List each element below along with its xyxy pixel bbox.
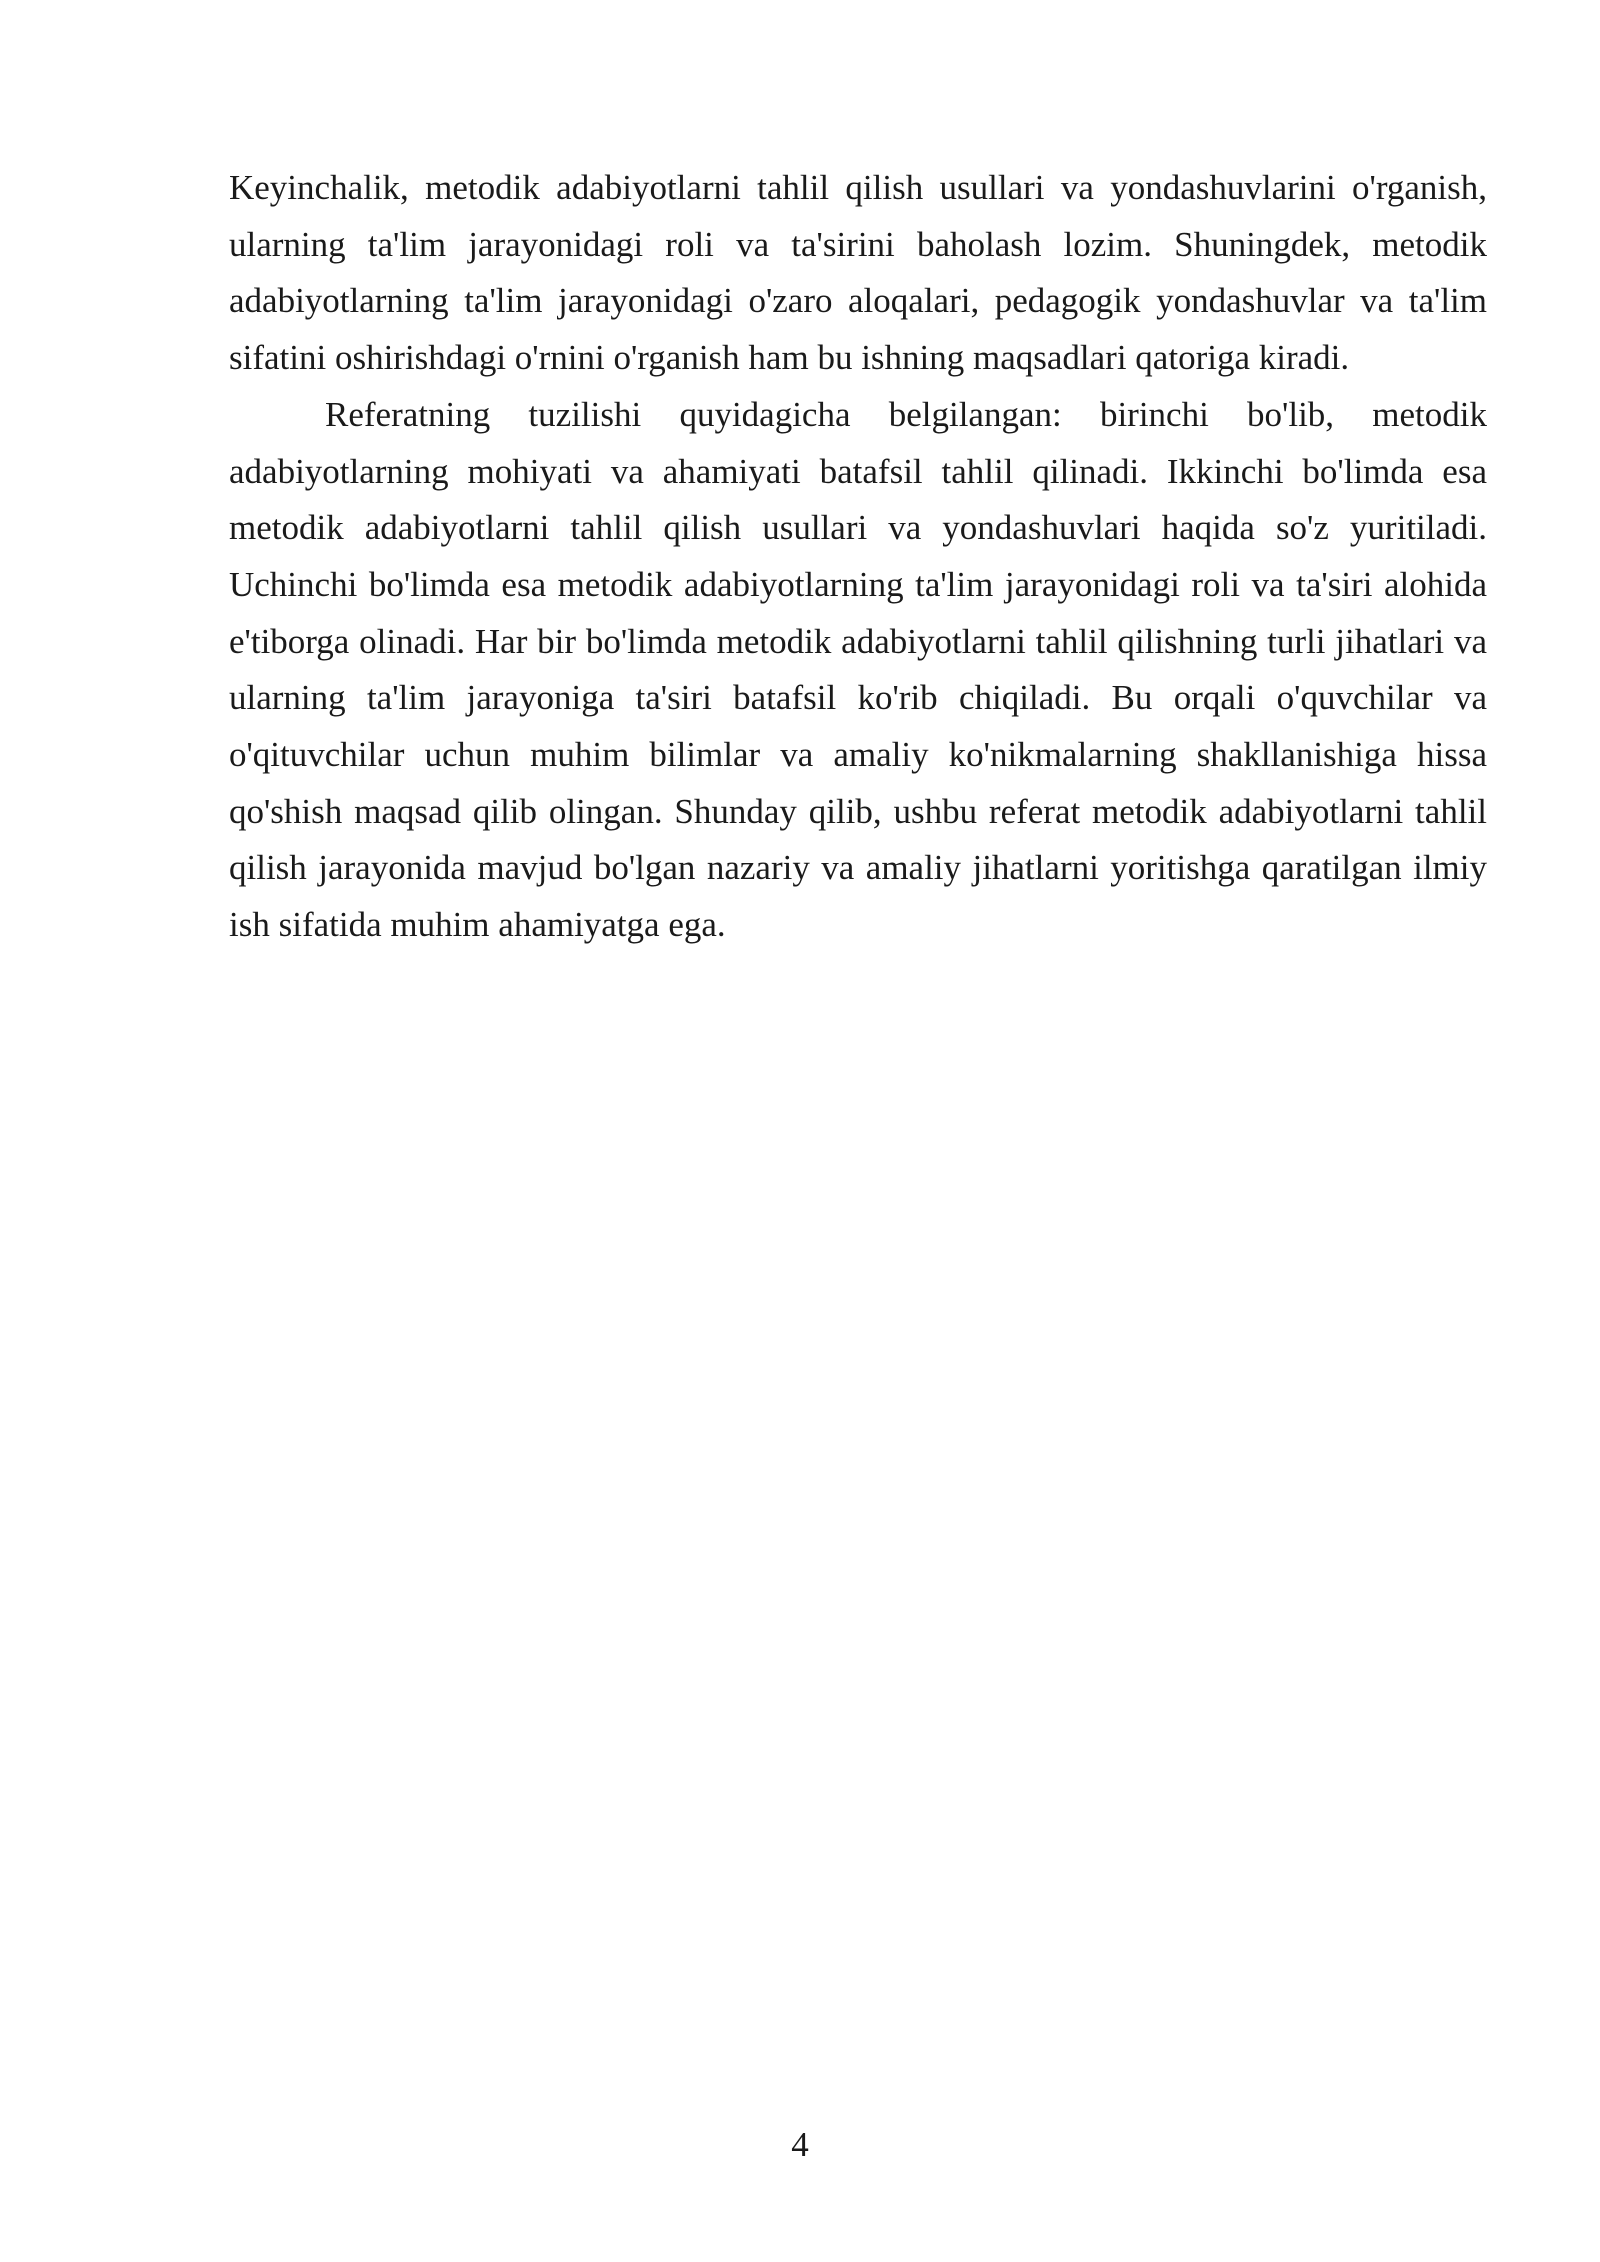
paragraph-continuation: Keyinchalik, metodik adabiyotlarni tahlil qilish usullari va yondashuvlarini o'rganish, ularning ta'lim jarayonidagi roli va ta'sirini baholash lozim. Shuningdek, metodik adabiyotlarning ta'lim jarayonidagi o'zaro aloqalari, pedagogik yondashuvlar va ta'lim sifatini oshirishdagi o'rnini o'rganish ham bu ishning maqsadlari qatoriga kiradi. <box>229 168 1487 378</box>
paragraph-structure: Referatning tuzilishi quyidagicha belgilangan: birinchi bo'lib, metodik adabiyotlarning mohiyati va ahamiyati batafsil tahlil qilinadi. Ikkinchi bo'limda esa metodik adabiyotlarni tahlil qilish usullari va yondashuvlari haqida so'z yuritiladi. Uchinchi bo'limda esa metodik adabiyotlarning ta'lim jarayonidagi roli va ta'siri alohida e'tiborga olinadi. Har bir bo'limda metodik adabiyotlarni tahlil qilishning turli jihatlari va ularning ta'lim jarayoniga ta'siri batafsil ko'rib chiqiladi. Bu orqali o'quvchilar va o'qituvchilar uchun muhim bilimlar va amaliy ko'nikmalarning shakllanishiga hissa qo'shish maqsad qilib olingan. Shunday qilib, ushbu referat metodik adabiyotlarni tahlil qilish jarayonida mavjud bo'lgan nazariy va amaliy jihatlarni yoritishga qaratilgan ilmiy ish sifatida muhim ahamiyatga ega. <box>229 394 1487 945</box>
body-text <box>229 160 1487 954</box>
page-number: 4 <box>791 2125 809 2164</box>
